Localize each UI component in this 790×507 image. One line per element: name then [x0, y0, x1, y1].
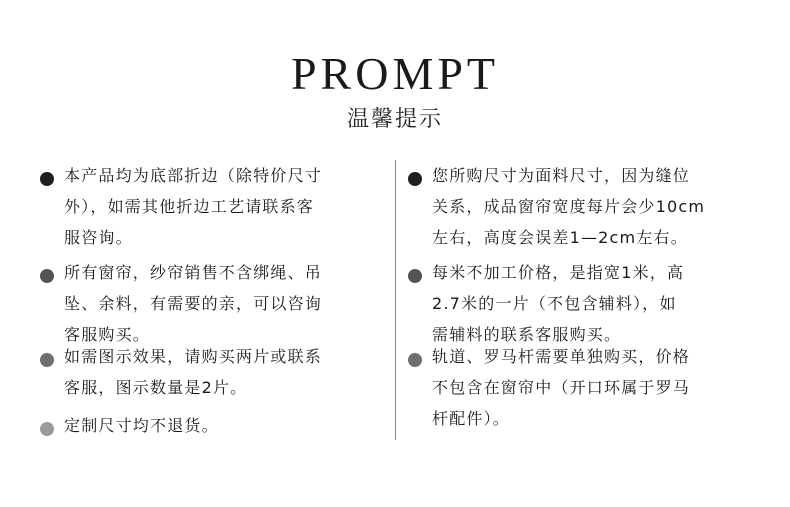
bullet-dot-icon — [408, 269, 422, 283]
notice-text: 所有窗帘，纱帘销售不含绑绳、吊 坠、余料，有需要的亲，可以咨询 客服购买。 — [64, 263, 323, 344]
prompt-subtitle: 温馨提示 — [346, 107, 443, 132]
notice-text: 如需图示效果，请购买两片或联系 客服，图示数量是2片。 — [64, 347, 323, 397]
notice-text: 您所购尺寸为面料尺寸，因为缝位 关系，成品窗帘宽度每片会少10cm 左右，高度会误差1—2cm左右。 — [432, 166, 706, 247]
bullet-dot-icon — [40, 172, 54, 186]
bullet-dot-icon — [40, 422, 54, 436]
notice-text: 定制尺寸均不退货。 — [64, 416, 219, 435]
bullet-dot-icon — [40, 269, 54, 283]
bullet-dot-icon — [40, 353, 54, 367]
bullet-dot-icon — [408, 172, 422, 186]
bullet-dot-icon — [408, 353, 422, 367]
notice-text: 本产品均为底部折边（除特价尺寸 外），如需其他折边工艺请联系客 服咨询。 — [64, 166, 323, 247]
prompt-title: PROMPT — [290, 48, 500, 99]
column-divider — [395, 160, 396, 440]
notice-text: 轨道、罗马杆需要单独购买，价格 不包含在窗帘中（开口环属于罗马 杆配件）。 — [432, 347, 691, 428]
notice-text: 每米不加工价格，是指宽1米，高 2.7米的一片（不包含辅料），如 需辅料的联系客服购买。 — [432, 263, 685, 344]
